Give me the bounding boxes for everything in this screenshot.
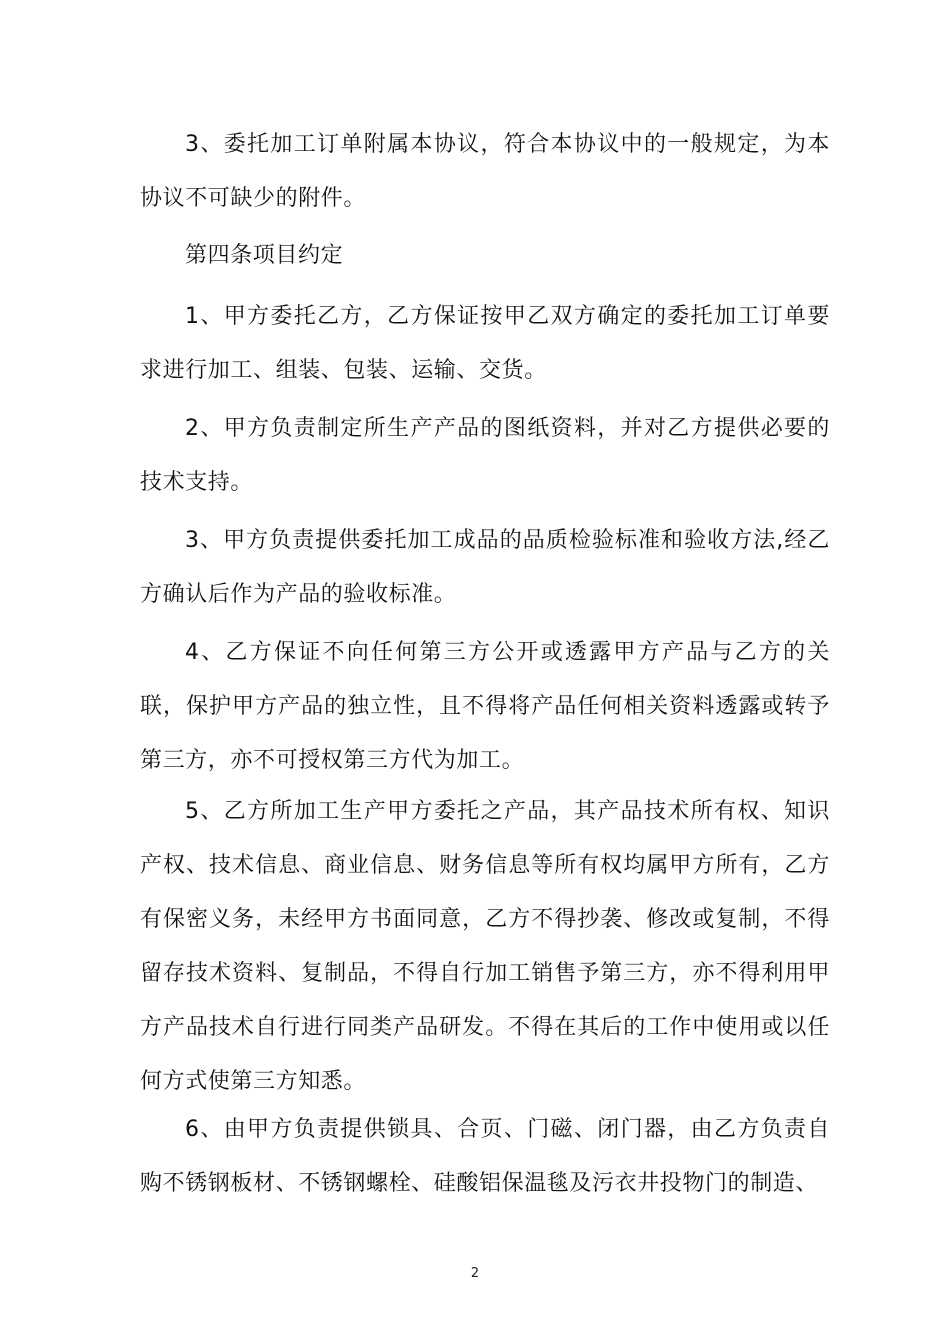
- paragraph-item-5: 5、乙方所加工生产甲方委托之产品，其产品技术所有权、知识产权、技术信息、商业信息、财务信息等所有权均属甲方所有，乙方有保密义务，未经甲方书面同意，乙方不得抄袭、修改或复制，不得留存技术资料、复制品，不得自行加工销售予第三方，亦不得利用甲方产品技术自行进行同类产品研发。不得在其后的工作中使用或以任何方式使第三方知悉。: [140, 799, 830, 1094]
- paragraph-item-3: 3、甲方负责提供委托加工成品的品质检验标准和验收方法,经乙方确认后作为产品的验收标准。: [140, 528, 830, 607]
- paragraph-item-6: 6、由甲方负责提供锁具、合页、门磁、闭门器，由乙方负责自购不锈钢板材、不锈钢螺栓、硅酸铝保温毯及污衣井投物门的制造、: [140, 1117, 830, 1196]
- paragraph-item-2: 2、甲方负责制定所生产产品的图纸资料，并对乙方提供必要的技术支持。: [140, 416, 830, 495]
- page-number: 2: [470, 1266, 480, 1281]
- paragraph-item-1: 1、甲方委托乙方，乙方保证按甲乙双方确定的委托加工订单要求进行加工、组装、包装、运输、交货。: [140, 304, 830, 383]
- paragraph-clause-3-attachment: 3、委托加工订单附属本协议，符合本协议中的一般规定，为本协议不可缺少的附件。: [140, 132, 830, 211]
- paragraph-item-4: 4、乙方保证不向任何第三方公开或透露甲方产品与乙方的关联，保护甲方产品的独立性，且不得将产品任何相关资料透露或转予第三方，亦不可授权第三方代为加工。: [140, 640, 830, 773]
- article-4-heading: 第四条项目约定: [185, 243, 344, 268]
